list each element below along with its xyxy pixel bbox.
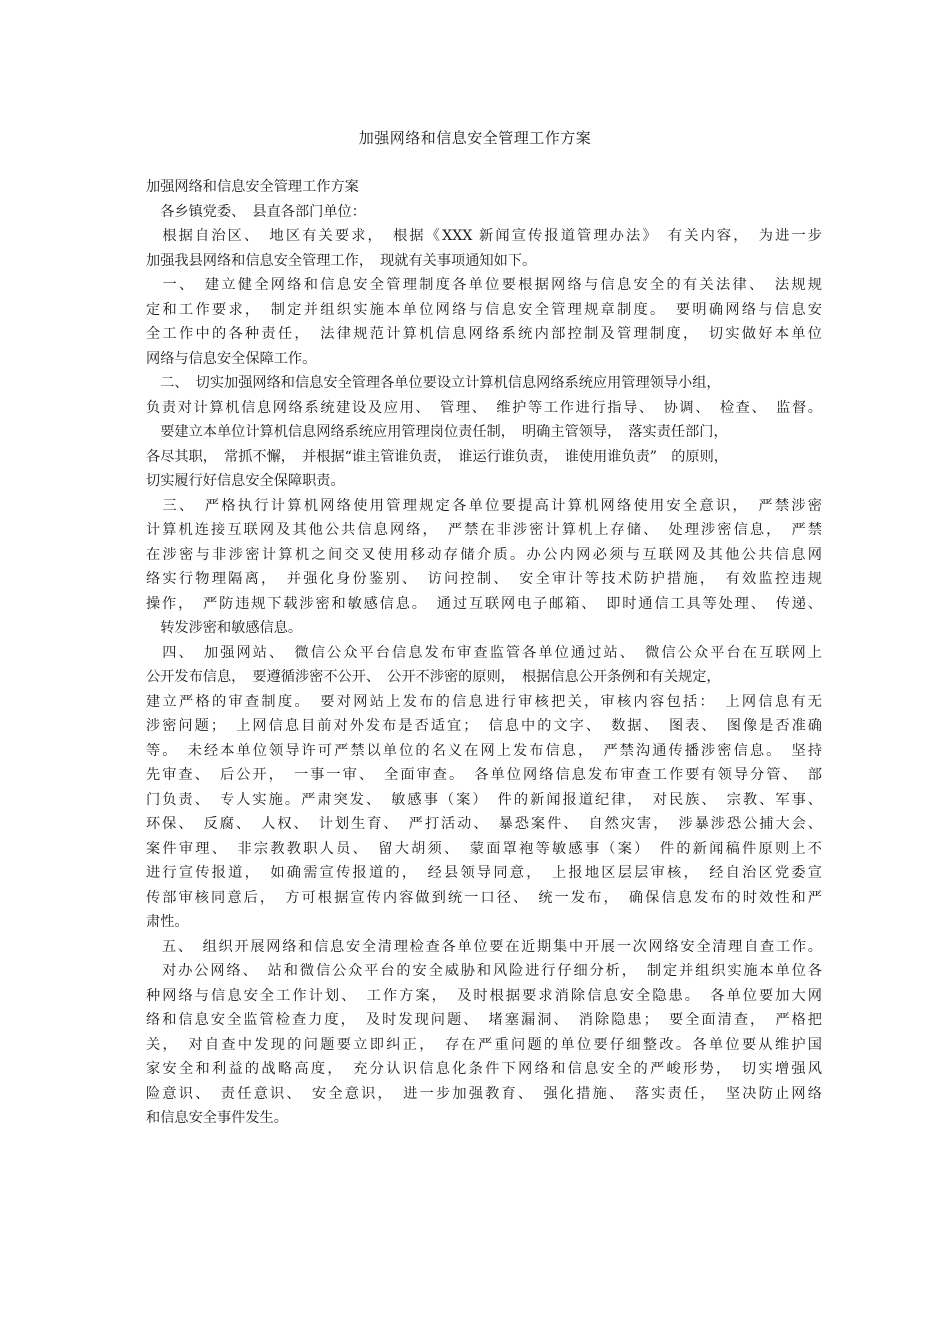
section-1-heading-line: 一、 建立健全网络和信息安全管理制度各单位要根据网络与信息安全的有关法律、 法规规 [146, 277, 822, 293]
body-line: 负责对计算机信息网络系统建设及应用、 管理、 维护等工作进行指导、 协调、 检查、 监督。 [146, 399, 822, 416]
document-title: 加强网络和信息安全管理工作方案 [358, 129, 592, 147]
body-line: 环保、 反腐、 人权、 计划生育、 严打活动、 暴恐案件、 自然灾害， 涉暴涉恐公捕大会、 [146, 816, 822, 832]
body-line: 关， 对自查中发现的问题要立即纠正， 存在严重问题的单位要仔细整改。各单位要从维护国 [146, 1036, 822, 1053]
section-3-heading-line: 三、 严格执行计算机网络使用管理规定各单位要提高计算机网络使用安全意识， 严禁涉密 [146, 497, 822, 514]
body-line: 涉密问题； 上网信息目前对外发布是否适宜； 信息中的文字、 数据、 图表、 图像是否准确 [146, 718, 822, 734]
section-4-heading-line: 四、 加强网站、 微信公众平台信息发布审查监管各单位通过站、 微信公众平台在互联网上 [146, 644, 822, 661]
body-line: 种网络与信息安全工作计划、 工作方案， 及时根据要求消除信息安全隐患。 各单位要加大网 [146, 987, 822, 1004]
body-line: 案件审理、 非宗教教职人员、 留大胡须、 蒙面罩袍等敏感事（案） 件的新闻稿件原则上不 [146, 840, 822, 857]
document-body [146, 175, 822, 1131]
body-line: 门负责、 专人实施。严肃突发、 敏感事（案） 件的新闻报道纪律， 对民族、 宗教、军事、 [146, 791, 822, 808]
body-line: 进行宣传报道， 如确需宣传报道的， 经县领导同意， 上报地区层层审核， 经自治区党委宣 [146, 865, 822, 881]
body-line: 根据自治区、 地区有关要求， 根据《XXX 新闻宣传报道管理办法》 有关内容， 为进一步 [146, 228, 822, 244]
body-line: 肃性。 [146, 914, 189, 930]
body-line: 络和信息安全监管检查力度， 及时发现问题、 堵塞漏洞、 消除隐患； 要全面清查， 严格把 [146, 1012, 822, 1028]
body-line: 各尽其职， 常抓不懈， 并根据“谁主管谁负责， 谁运行谁负责， 谁使用谁负责” 的原则， [146, 448, 728, 465]
body-line: 家安全和利益的战略高度， 充分认识信息化条件下网络和信息安全的严峻形势， 切实增强风 [146, 1061, 822, 1077]
body-line: 切实履行好信息安全保障职责。 [146, 473, 345, 489]
body-line: 要建立本单位计算机信息网络系统应用管理岗位责任制， 明确主管领导， 落实责任部门， [146, 424, 728, 440]
body-line: 在涉密与非涉密计算机之间交叉使用移动存储介质。办公内网必须与互联网及其他公共信息网 [146, 546, 822, 563]
salutation: 各乡镇党委、 县直各部门单位： [146, 203, 366, 220]
body-line: 先审查、 后公开， 一事一审、 全面审查。 各单位网络信息发布审查工作要有领导分管、 部 [146, 767, 822, 783]
body-line: 加强我县网络和信息安全管理工作， 现就有关事项通知如下。 [146, 252, 537, 269]
body-line: 转发涉密和敏感信息。 [146, 620, 303, 636]
body-line: 络实行物理隔离， 并强化身份鉴别、 访问控制、 安全审计等技术防护措施， 有效监控违规 [146, 571, 822, 587]
section-5-heading-line: 五、 组织开展网络和信息安全清理检查各单位要在近期集中开展一次网络安全清理自查工作。 [146, 938, 822, 955]
body-line: 对办公网络、 站和微信公众平台的安全威胁和风险进行仔细分析， 制定并组织实施本单位各 [146, 963, 822, 979]
body-line: 网络与信息安全保障工作。 [146, 350, 317, 367]
body-line: 和信息安全事件发生。 [146, 1110, 288, 1126]
body-line: 险意识、 责任意识、 安全意识， 进一步加强教育、 强化措施、 落实责任， 坚决防止网络 [146, 1085, 822, 1102]
body-line: 计算机连接互联网及其他公共信息网络， 严禁在非涉密计算机上存储、 处理涉密信息， 严禁 [146, 522, 822, 538]
section-2-heading-line: 二、 切实加强网络和信息安全管理各单位要设立计算机信息网络系统应用管理领导小组， [146, 375, 721, 391]
body-line: 操作， 严防违规下载涉密和敏感信息。 通过互联网电子邮箱、 即时通信工具等处理、 传递、 [146, 595, 822, 612]
body-line: 公开发布信息， 要遵循涉密不公开、 公开不涉密的原则， 根据信息公开条例和有关规定， [146, 669, 721, 685]
body-line: 传部审核同意后， 方可根据宣传内容做到统一口径、 统一发布， 确保信息发布的时效性和严 [146, 889, 822, 906]
body-line: 建立严格的审查制度。 要对网站上发布的信息进行审核把关，审核内容包括： 上网信息有无 [146, 693, 822, 710]
body-line: 定和工作要求， 制定并组织实施本单位网络与信息安全管理规章制度。 要明确网络与信息安 [146, 301, 822, 318]
body-line: 全工作中的各种责任， 法律规范计算机信息网络系统内部控制及管理制度， 切实做好本单位 [146, 326, 822, 342]
body-line: 等。 未经本单位领导许可严禁以单位的名义在网上发布信息， 严禁沟通传播涉密信息。 坚持 [146, 742, 822, 759]
body-heading: 加强网络和信息安全管理工作方案 [146, 179, 359, 195]
